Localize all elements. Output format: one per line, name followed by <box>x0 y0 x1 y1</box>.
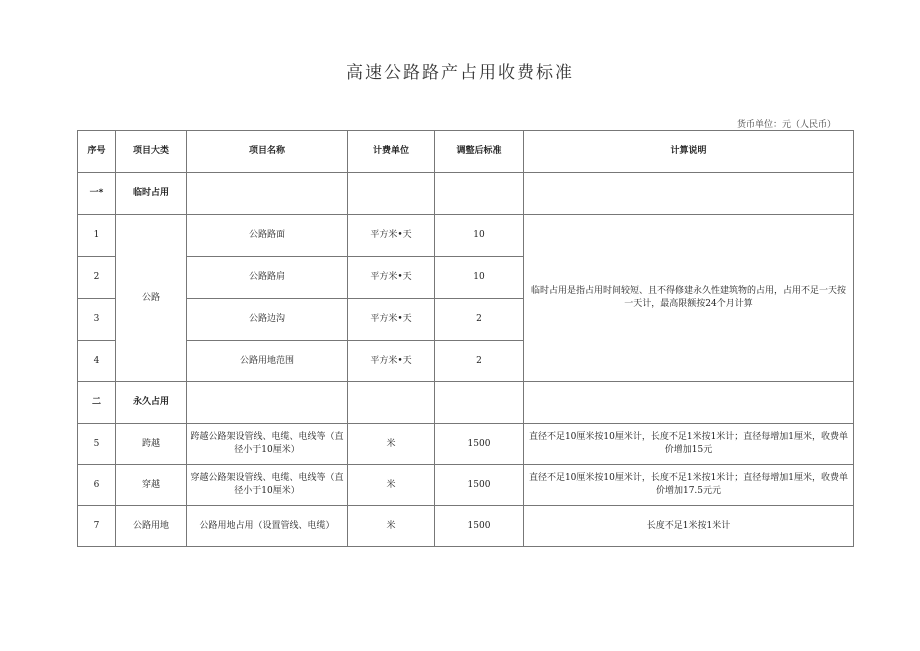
row-standard: 10 <box>435 257 524 299</box>
empty-cell <box>348 173 435 215</box>
row-standard: 2 <box>435 299 524 341</box>
row-name: 公路路面 <box>187 215 348 257</box>
row-unit: 米 <box>348 506 435 547</box>
row-note: 直径不足10厘米按10厘米计，长度不足1米按1米计；直径每增加1厘米，收费单价增加15元 <box>524 424 854 465</box>
empty-cell <box>348 382 435 424</box>
row-unit: 平方米•天 <box>348 215 435 257</box>
section-no: 二 <box>78 382 116 424</box>
row-standard: 2 <box>435 341 524 382</box>
header-unit: 计费单位 <box>348 131 435 173</box>
row-no: 2 <box>78 257 116 299</box>
currency-note: 货币单位：元（人民币） <box>736 120 836 130</box>
header-category: 项目大类 <box>116 131 187 173</box>
row-name: 公路路肩 <box>187 257 348 299</box>
empty-cell <box>187 173 348 215</box>
row-no: 1 <box>78 215 116 257</box>
row-no: 5 <box>78 424 116 465</box>
header-name: 项目名称 <box>187 131 348 173</box>
row-note: 直径不足10厘米按10厘米计，长度不足1米按1米计；直径每增加1厘米，收费单价增加17.5元元 <box>524 465 854 506</box>
table-row <box>78 424 854 465</box>
row-no: 7 <box>78 506 116 547</box>
row-note: 长度不足1米按1米计 <box>524 506 854 547</box>
row-name: 公路边沟 <box>187 299 348 341</box>
row-no: 4 <box>78 341 116 382</box>
fee-table <box>77 130 854 547</box>
empty-cell <box>524 173 854 215</box>
row-category: 公路 <box>116 215 187 382</box>
row-no: 3 <box>78 299 116 341</box>
row-unit: 米 <box>348 424 435 465</box>
table-row <box>78 465 854 506</box>
header-note: 计算说明 <box>524 131 854 173</box>
row-category: 公路用地 <box>116 506 187 547</box>
row-no: 6 <box>78 465 116 506</box>
row-unit: 平方米•天 <box>348 257 435 299</box>
table-header-row <box>78 131 854 173</box>
header-standard: 调整后标准 <box>435 131 524 173</box>
empty-cell <box>435 382 524 424</box>
section-label: 临时占用 <box>116 173 187 215</box>
table-row <box>78 215 854 257</box>
header-no: 序号 <box>78 131 116 173</box>
row-name: 公路用地范围 <box>187 341 348 382</box>
row-standard: 1500 <box>435 465 524 506</box>
row-name: 穿越公路架设管线、电缆、电线等（直径小于10厘米） <box>187 465 348 506</box>
empty-cell <box>524 382 854 424</box>
page-title: 高速公路路产占用收费标准 <box>346 63 574 83</box>
row-unit: 平方米•天 <box>348 341 435 382</box>
section-row-permanent <box>78 382 854 424</box>
empty-cell <box>435 173 524 215</box>
section-no: 一* <box>78 173 116 215</box>
row-category: 穿越 <box>116 465 187 506</box>
row-standard: 1500 <box>435 424 524 465</box>
row-category: 跨越 <box>116 424 187 465</box>
row-standard: 1500 <box>435 506 524 547</box>
table-row <box>78 506 854 547</box>
row-name: 公路用地占用（设置管线、电缆） <box>187 506 348 547</box>
row-standard: 10 <box>435 215 524 257</box>
row-name: 跨越公路架设管线、电缆、电线等（直径小于10厘米） <box>187 424 348 465</box>
empty-cell <box>187 382 348 424</box>
row-unit: 平方米•天 <box>348 299 435 341</box>
row-note: 临时占用是指占用时间较短、且不得修建永久性建筑物的占用，占用不足一天按一天计，最高限额按24个月计算 <box>524 215 854 382</box>
section-row-temporary <box>78 173 854 215</box>
section-label: 永久占用 <box>116 382 187 424</box>
row-unit: 米 <box>348 465 435 506</box>
